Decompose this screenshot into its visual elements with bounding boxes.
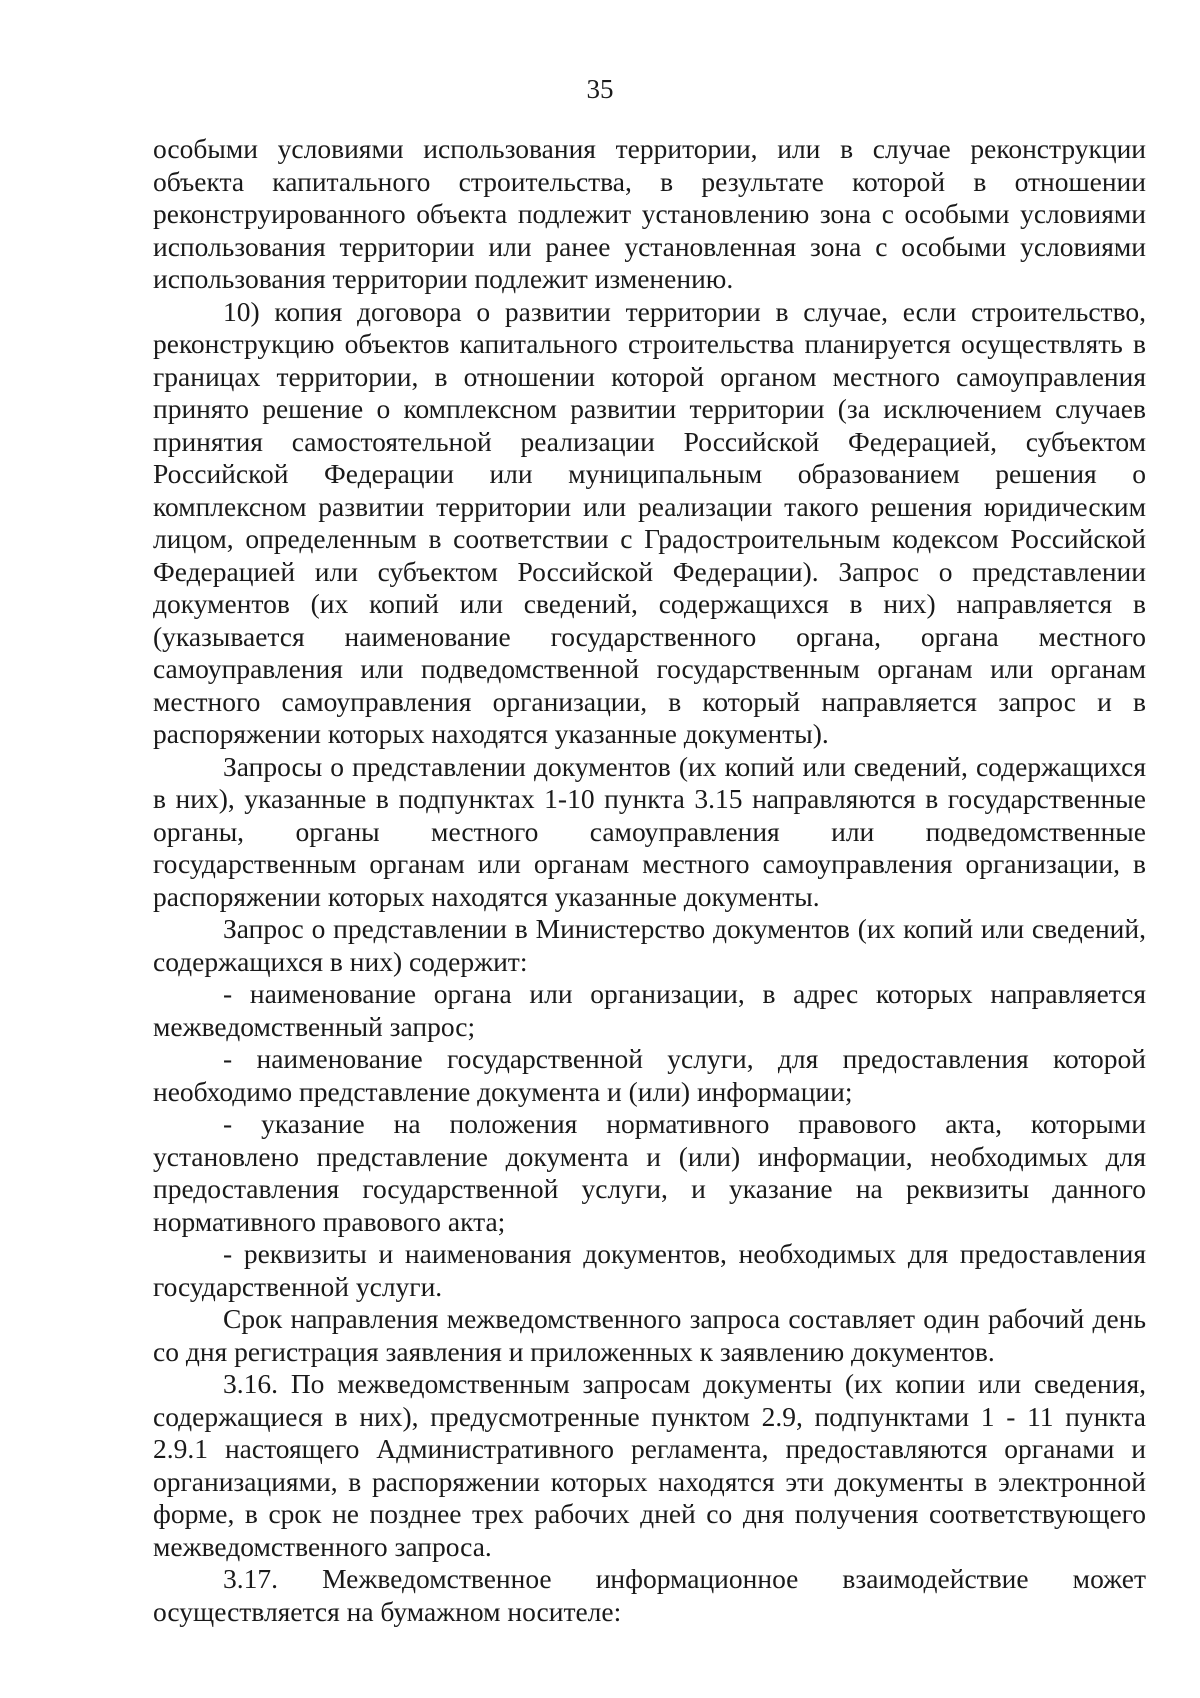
text-line: - указание на положения нормативного правового акта, которыми <box>223 1108 1146 1139</box>
text-line: Запрос о представлении в Министерство документов (их копий или сведений, <box>223 913 1146 944</box>
paragraph <box>153 1303 1146 1368</box>
text-line: межведомственный запрос; <box>153 1010 476 1042</box>
text-line: местного самоуправления организации, в который направляется запрос и в <box>153 685 1146 717</box>
text-line: организациями, в распоряжении которых находятся эти документы в электронной <box>153 1465 1146 1497</box>
paragraph <box>153 1238 1146 1303</box>
text-line: самоуправления или подведомственной государственным органам или органам <box>153 653 1146 684</box>
text-line: форме, в срок не позднее трех рабочих дней со дня получения соответствующего <box>153 1498 1146 1529</box>
text-line: межведомственного запроса. <box>153 1530 492 1562</box>
text-line: особыми условиями использования территории, или в случае реконструкции <box>153 133 1146 164</box>
text-line: - наименование органа или организации, в адрес которых направляется <box>223 978 1146 1009</box>
text-line: содержащихся в них) содержит: <box>153 945 528 977</box>
text-line: - реквизиты и наименования документов, необходимых для предоставления <box>223 1238 1146 1269</box>
paragraph <box>153 1108 1146 1238</box>
document-body <box>153 133 1146 1628</box>
text-line: реконструированного объекта подлежит установлению зона с особыми условиями <box>153 198 1146 229</box>
paragraph <box>153 133 1146 296</box>
paragraph <box>153 751 1146 914</box>
text-line: осуществляется на бумажном носителе: <box>153 1595 622 1627</box>
paragraph <box>153 913 1146 978</box>
text-line: документов (их копий или сведений, содержащихся в них) направляется в <box>153 588 1146 619</box>
text-line: 2.9.1 настоящего Административного регламента, предоставляются органами и <box>153 1433 1146 1464</box>
text-line: предоставления государственной услуги, и указание на реквизиты данного <box>153 1173 1146 1204</box>
text-line: 3.17. Межведомственное информационное взаимодействие может <box>223 1563 1146 1594</box>
text-line: со дня регистрация заявления и приложенных к заявлению документов. <box>153 1335 995 1367</box>
text-line: Федерацией или субъектом Российской Федерации). Запрос о представлении <box>153 555 1146 587</box>
text-line: Российской Федерации или муниципальным образованием решения о <box>153 458 1146 489</box>
text-line: реконструкцию объектов капитального строительства планируется осуществлять в <box>153 328 1146 359</box>
text-line: принято решение о комплексном развитии территории (за исключением случаев <box>153 393 1146 424</box>
text-line: Срок направления межведомственного запроса составляет один рабочий день <box>223 1303 1146 1334</box>
text-line: установлено представление документа и (или) информации, необходимых для <box>153 1140 1146 1172</box>
text-line: 10) копия договора о развитии территории в случае, если строительство, <box>223 295 1146 327</box>
paragraph <box>153 1368 1146 1563</box>
text-line: распоряжении которых находятся указанные документы). <box>153 718 829 749</box>
text-line: государственной услуги. <box>153 1270 443 1302</box>
text-line: необходимо представление документа и (или) информации; <box>153 1075 853 1107</box>
text-line: - наименование государственной услуги, для предоставления которой <box>223 1043 1146 1074</box>
text-line: объекта капитального строительства, в результате которой в отношении <box>153 165 1146 197</box>
text-line: нормативного правового акта; <box>153 1205 506 1237</box>
paragraph <box>153 1563 1146 1628</box>
text-line: в них), указанные в подпунктах 1-10 пункта 3.15 направляются в государственные <box>153 783 1146 814</box>
page-number: 35 <box>586 74 614 104</box>
paragraph <box>153 978 1146 1043</box>
text-line: принятия самостоятельной реализации Российской Федерацией, субъектом <box>153 425 1146 457</box>
text-line: содержащиеся в них), предусмотренные пунктом 2.9, подпунктами 1 - 11 пункта <box>153 1400 1146 1432</box>
paragraph <box>153 296 1146 751</box>
text-line: комплексном развитии территории или реализации такого решения юридическим <box>153 490 1146 522</box>
paragraph <box>153 1043 1146 1108</box>
text-line: распоряжении которых находятся указанные документы. <box>153 880 820 912</box>
text-line: Запросы о представлении документов (их копий или сведений, содержащихся <box>223 750 1146 782</box>
text-line: использования территории или ранее установленная зона с особыми условиями <box>153 230 1146 262</box>
text-line: государственным органам или органам местного самоуправления организации, в <box>153 848 1146 879</box>
text-line: лицом, определенным в соответствии с Градостроительным кодексом Российской <box>153 523 1146 554</box>
text-line: границах территории, в отношении которой органом местного самоуправления <box>153 360 1146 392</box>
text-line: использования территории подлежит изменению. <box>153 263 734 294</box>
text-line: (указывается наименование государственного органа, органа местного <box>153 620 1146 652</box>
text-line: 3.16. По межведомственным запросам документы (их копии или сведения, <box>223 1368 1146 1399</box>
text-line: органы, органы местного самоуправления или подведомственные <box>153 815 1146 847</box>
